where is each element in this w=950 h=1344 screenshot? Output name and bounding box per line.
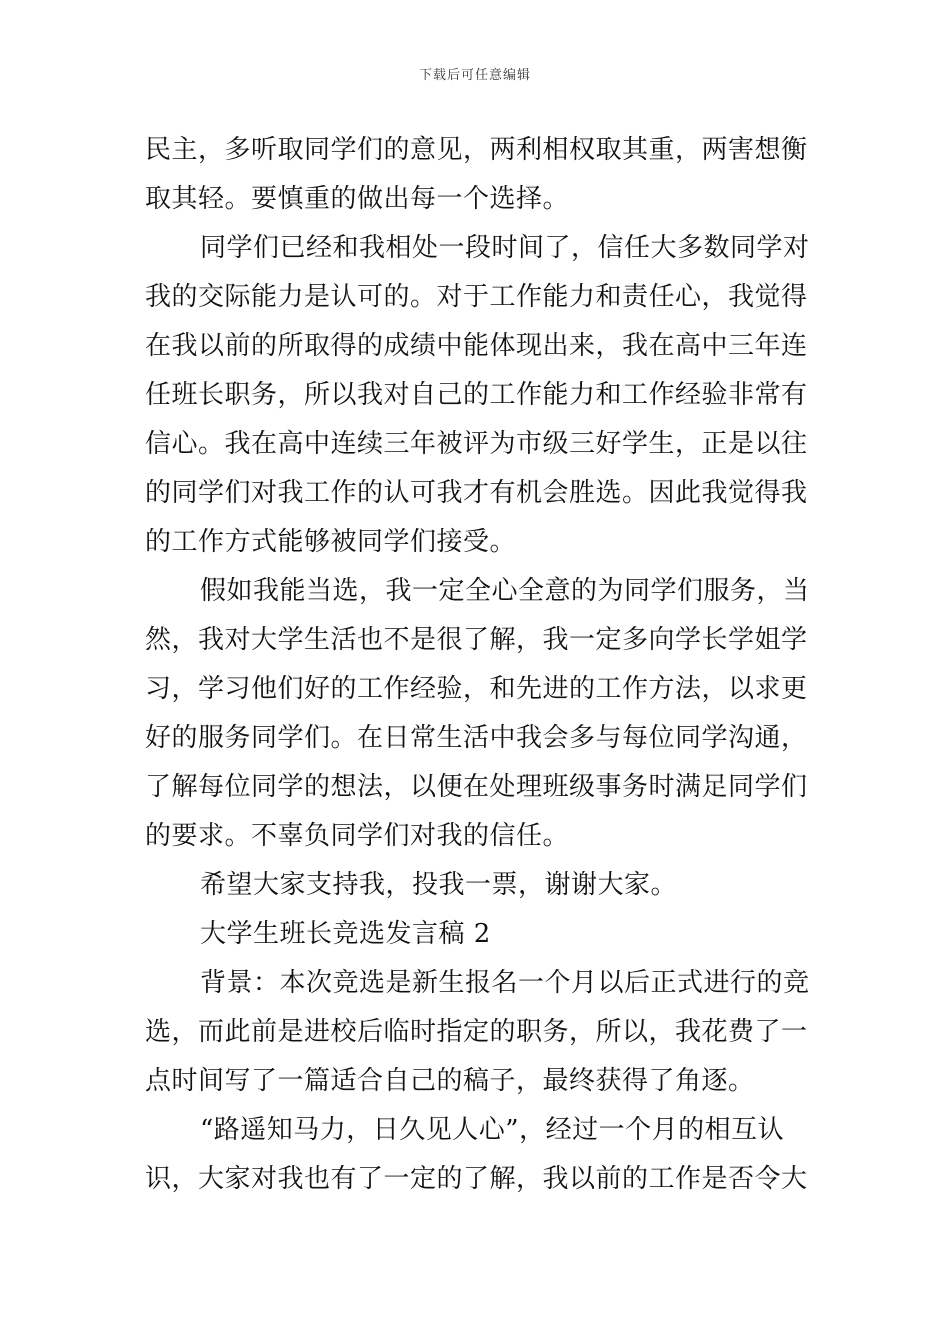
text-line: 的同学们对我工作的认可我才有机会胜选。因此我觉得我 — [145, 478, 808, 508]
text-line: 希望大家支持我，投我一票，谢谢大家。 — [200, 870, 678, 900]
header-note: 下载后可任意编辑 — [418, 68, 531, 83]
text-line: 选，而此前是进校后临时指定的职务，所以，我花费了一 — [145, 1017, 808, 1047]
text-line: 点时间写了一篇适合自己的稿子，最终获得了角逐。 — [145, 1066, 755, 1096]
text-line: 习，学习他们好的工作经验，和先进的工作方法，以求更 — [145, 674, 808, 704]
text-line: 同学们已经和我相处一段时间了，信任大多数同学对 — [200, 233, 810, 263]
text-line: 背景：本次竞选是新生报名一个月以后正式进行的竞 — [200, 968, 810, 998]
section-heading: 大学生班长竞选发言稿 2 — [200, 919, 491, 949]
text-line: 好的服务同学们。在日常生活中我会多与每位同学沟通， — [145, 723, 808, 753]
text-line: 我的交际能力是认可的。对于工作能力和责任心，我觉得 — [145, 282, 808, 312]
text-line: 假如我能当选，我一定全心全意的为同学们服务，当 — [200, 576, 810, 606]
text-line: 民主，多听取同学们的意见，两利相权取其重，两害想衡 — [145, 135, 808, 165]
document-body — [145, 126, 810, 1204]
text-line: 取其轻。要慎重的做出每一个选择。 — [145, 184, 570, 214]
text-line: 的工作方式能够被同学们接受。 — [145, 527, 517, 557]
text-line: 识，大家对我也有了一定的了解，我以前的工作是否令大 — [145, 1164, 808, 1194]
text-line: 任班长职务，所以我对自己的工作能力和工作经验非常有 — [145, 380, 808, 410]
text-line: 信心。我在高中连续三年被评为市级三好学生，正是以往 — [145, 429, 808, 459]
text-line: 的要求。不辜负同学们对我的信任。 — [145, 821, 570, 851]
text-line: 了解每位同学的想法，以便在处理班级事务时满足同学们 — [145, 772, 808, 802]
text-line: 然，我对大学生活也不是很了解，我一定多向学长学姐学 — [145, 625, 808, 655]
text-line: 在我以前的所取得的成绩中能体现出来，我在高中三年连 — [145, 331, 808, 361]
text-line: “路遥知马力，日久见人心”，经过一个月的相互认 — [200, 1115, 785, 1145]
